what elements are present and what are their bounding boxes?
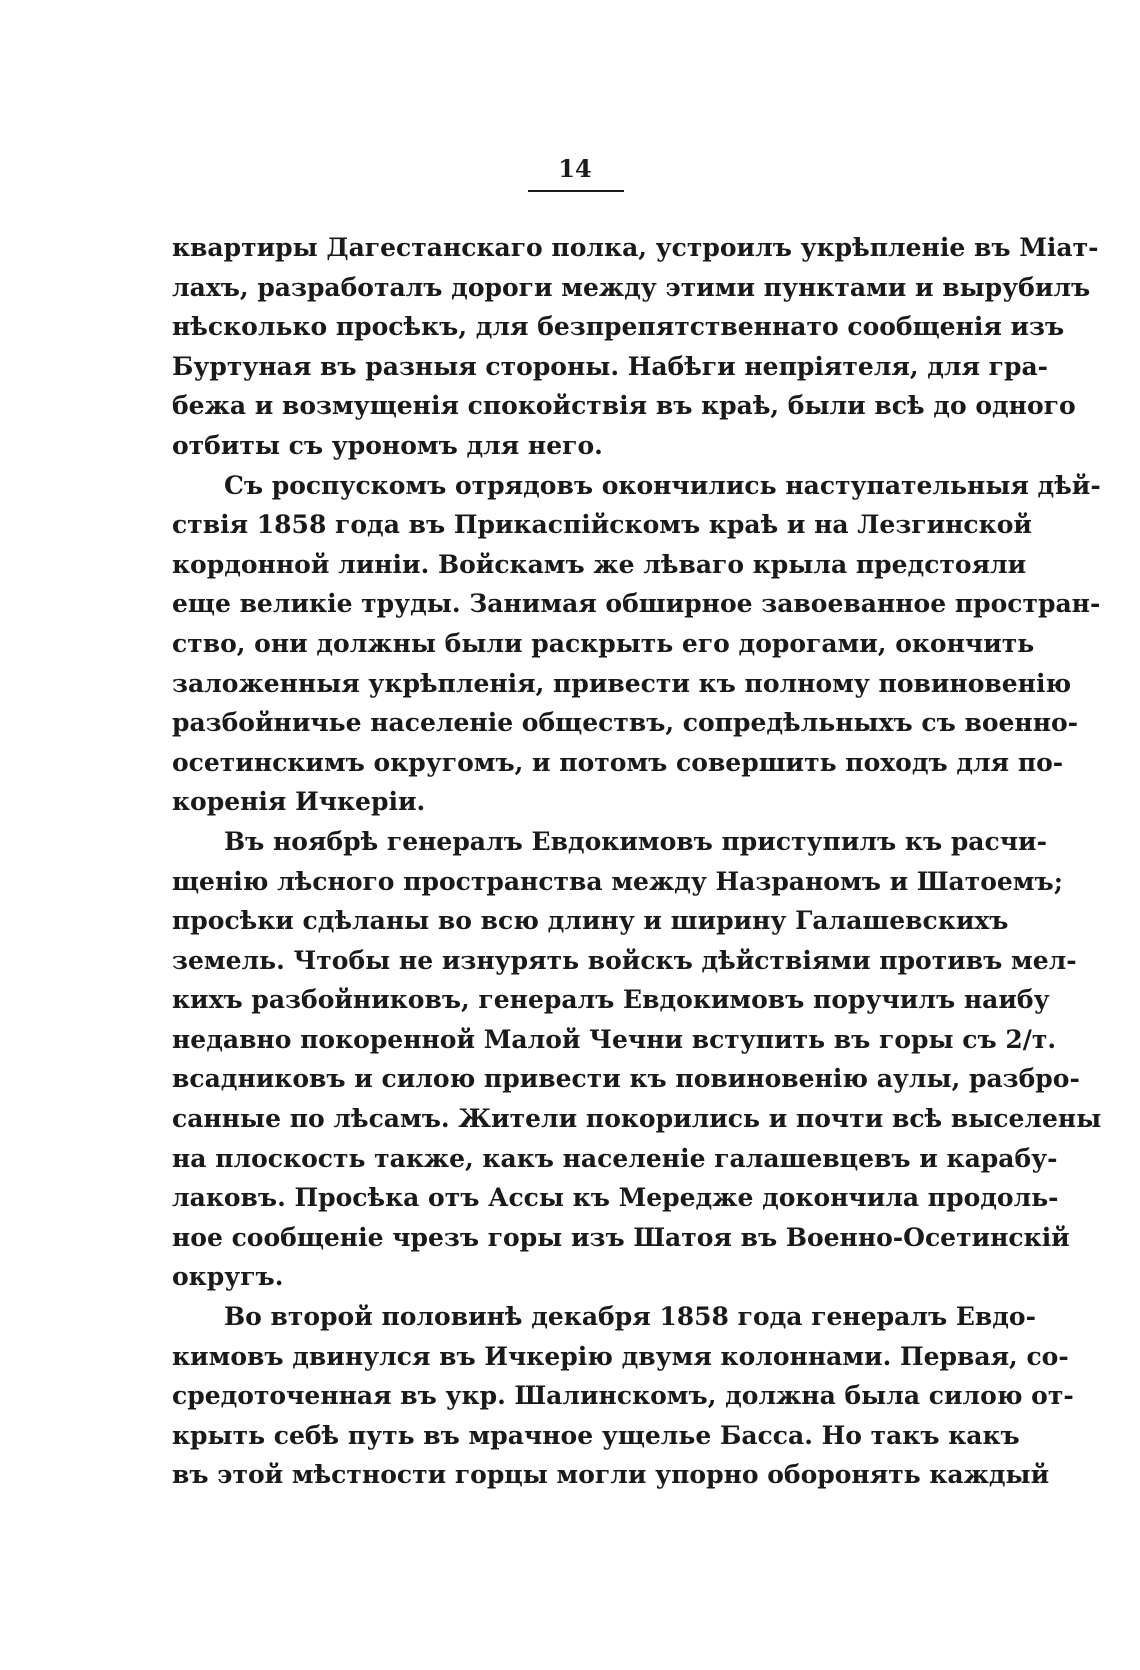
text-line: недавно покоренной Малой Чечни вступить въ горы съ 2/т.	[172, 1024, 1057, 1054]
text-line: ное сообщеніе чрезъ горы изъ Шатоя въ Военно-Осетинскій	[172, 1222, 1070, 1252]
text-line: лаковъ. Просѣка отъ Ассы къ Мередже докончила продоль-	[172, 1183, 1059, 1213]
page-number-rule	[528, 190, 624, 192]
text-line: бежа и возмущенія спокойствія въ краѣ, были всѣ до одного	[172, 391, 1076, 421]
text-line: округъ.	[172, 1262, 284, 1292]
text-line: ствія 1858 года въ Прикаспійскомъ краѣ и на Лезгинской	[172, 510, 1032, 540]
text-line: всадниковъ и силою привести къ повиновенію аулы, разбро-	[172, 1064, 1080, 1094]
text-line: Въ ноябрѣ генералъ Евдокимовъ приступилъ къ расчи-	[224, 826, 1047, 856]
text-line: Съ роспускомъ отрядовъ окончились наступательныя дѣй-	[224, 470, 1101, 500]
body-text	[172, 228, 1102, 1495]
text-line: на плоскость также, какъ населеніе галашевцевъ и карабу-	[172, 1143, 1058, 1173]
text-line: заложенныя укрѣпленія, привести къ полному повиновенію	[172, 668, 1072, 698]
text-line: кихъ разбойниковъ, генералъ Евдокимовъ поручилъ наибу	[172, 985, 1050, 1015]
text-line: квартиры Дагестанскаго полка, устроилъ укрѣпленіе въ Міат-	[172, 233, 1099, 262]
text-line: лахъ, разработалъ дороги между этими пунктами и вырубилъ	[172, 272, 1091, 302]
text-line: земель. Чтобы не изнурять войскъ дѣйствіями противъ мел-	[172, 945, 1077, 975]
page-number: 14	[558, 154, 592, 183]
text-line: Буртуная въ разныя стороны. Набѣги непріятеля, для гра-	[172, 351, 1049, 381]
text-line: просѣки сдѣланы во всю длину и ширину Галашевскихъ	[172, 906, 1009, 936]
text-line: крыть себѣ путь въ мрачное ущелье Басса. Но такъ какъ	[172, 1420, 1020, 1450]
text-line: въ этой мѣстности горцы могли упорно оборонять каждый	[172, 1460, 1050, 1490]
text-line: ство, они должны были раскрыть его дорогами, окончить	[172, 628, 1035, 658]
text-line: кордонной линіи. Войскамъ же лѣваго крыла предстояли	[172, 549, 1027, 579]
text-line: еще великіе труды. Занимая обширное завоеванное простран-	[172, 589, 1101, 619]
text-line: средоточенная въ укр. Шалинскомъ, должна была силою от-	[172, 1381, 1074, 1411]
text-line: отбиты съ урономъ для него.	[172, 430, 603, 460]
text-line: Во второй половинѣ декабря 1858 года генералъ Евдо-	[224, 1302, 1036, 1332]
text-line: коренія Ичкеріи.	[172, 787, 426, 817]
text-line: нѣсколько просѣкъ, для безпрепятственнато сообщенія изъ	[172, 312, 1065, 342]
text-line: разбойничье населеніе обществъ, сопредѣльныхъ съ военно-	[172, 708, 1079, 738]
text-line: кимовъ двинулся въ Ичкерію двумя колоннами. Первая, со-	[172, 1341, 1069, 1371]
text-line: щенію лѣсного пространства между Назраномъ и Шатоемъ;	[172, 866, 1063, 896]
text-line: осетинскимъ округомъ, и потомъ совершить походъ для по-	[172, 747, 1064, 777]
text-line: санные по лѣсамъ. Жители покорились и почти всѣ выселены	[172, 1104, 1102, 1134]
